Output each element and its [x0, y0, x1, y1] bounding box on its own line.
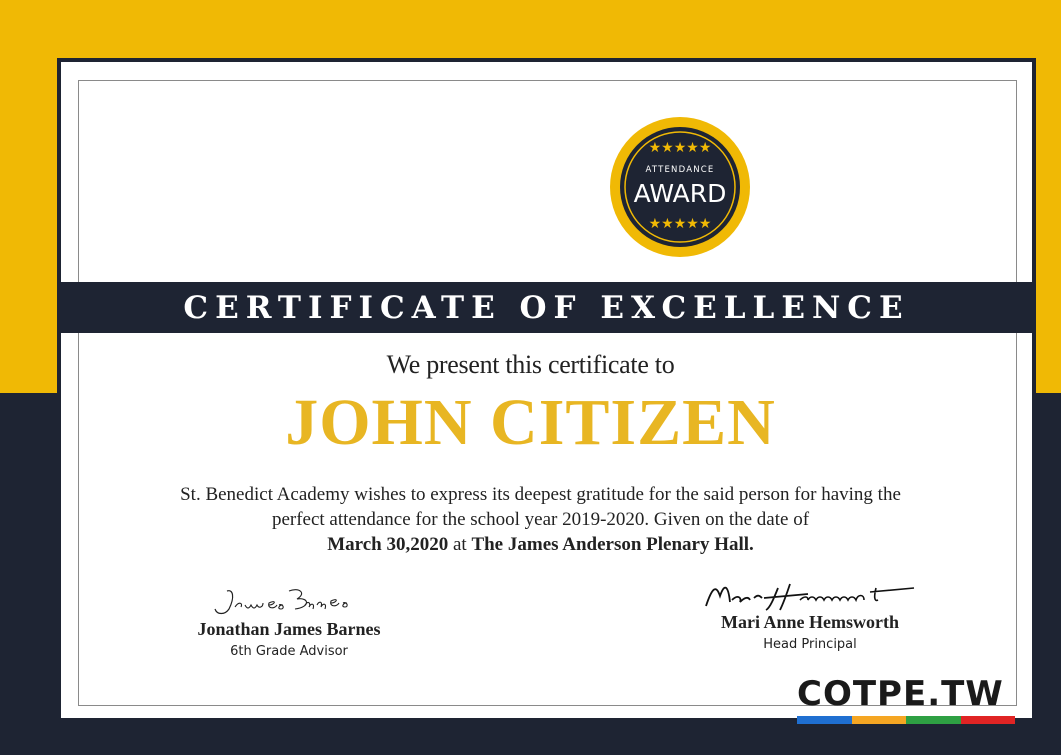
signature-left-handwritten: [209, 583, 369, 619]
body-line-2: perfect attendance for the school year 2019-2020. Given on the date of: [271, 509, 810, 530]
title-band: [57, 282, 1036, 333]
watermark-bar-red: [961, 716, 1016, 724]
signatory-right: [700, 578, 920, 652]
present-line: We present this certificate to: [386, 350, 675, 379]
at-word: at: [448, 534, 472, 555]
signatory-left: [180, 583, 398, 659]
badge-line1: ATTENDANCE: [645, 165, 715, 175]
watermark: [797, 674, 1015, 726]
badge-bottom-stars-icon: [649, 216, 712, 232]
badge-line2: AWARD: [633, 179, 727, 208]
body-line-1: St. Benedict Academy wishes to express its deepest gratitude for the said person for having the: [180, 484, 901, 505]
signatory-right-role: Head Principal: [763, 637, 857, 652]
signatory-left-name: Jonathan James Barnes: [197, 619, 381, 639]
watermark-bar-orange: [852, 716, 907, 724]
watermark-text: COTPE.TW: [797, 674, 1004, 714]
watermark-color-bar: [797, 716, 1015, 724]
body-line-3: [100, 532, 981, 557]
signatory-left-role: 6th Grade Advisor: [230, 644, 348, 659]
certificate-venue: The James Anderson Plenary Hall.: [471, 534, 754, 555]
badge-top-stars-icon: [649, 140, 712, 156]
certificate-date: March 30,2020: [327, 534, 449, 555]
watermark-bar-green: [906, 716, 961, 724]
attendance-award-badge: [609, 116, 751, 258]
svg-text:★★★★★: ★★★★★: [648, 140, 712, 156]
recipient-name: JOHN CITIZEN: [285, 386, 776, 459]
signature-right-handwritten: [700, 578, 920, 612]
certificate-title: CERTIFICATE OF EXCELLENCE: [183, 289, 910, 326]
watermark-bar-blue: [797, 716, 852, 724]
signatory-right-name: Mari Anne Hemsworth: [721, 612, 899, 632]
svg-text:★★★★★: ★★★★★: [648, 216, 712, 232]
certificate-body: [100, 482, 981, 557]
